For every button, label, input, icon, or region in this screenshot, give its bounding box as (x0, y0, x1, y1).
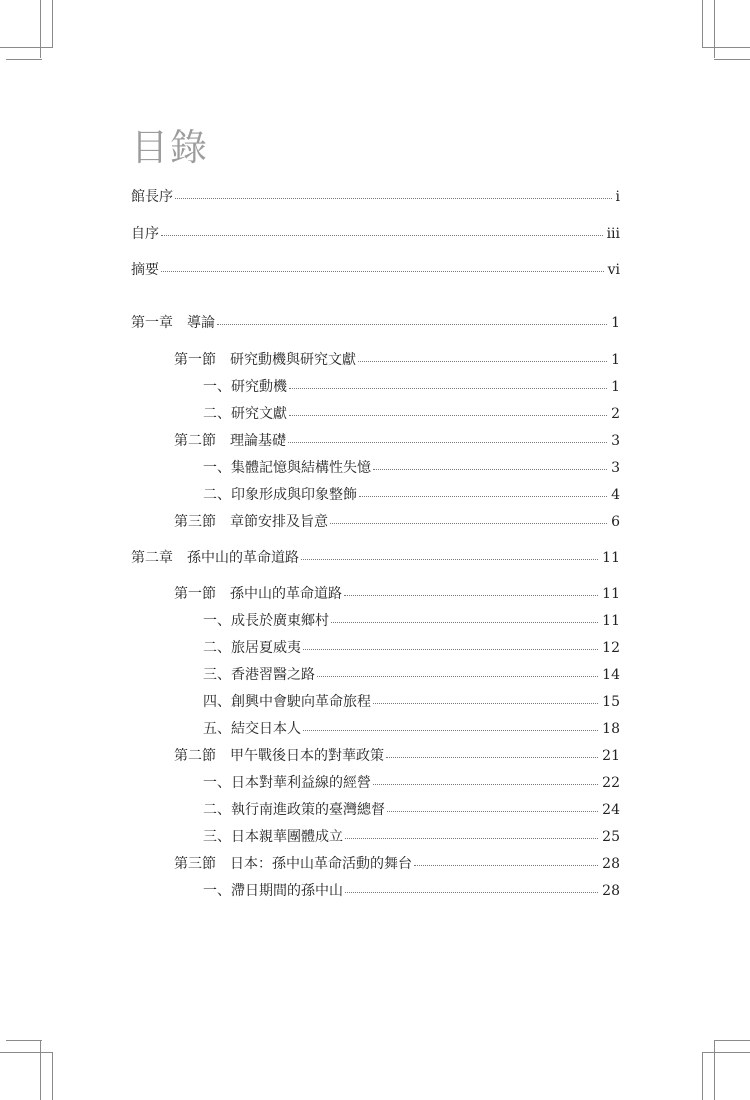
crop-mark (40, 1040, 41, 1100)
toc-entry-preface-director[interactable] (131, 188, 620, 206)
toc-page-number: i (615, 189, 620, 205)
dot-leader (414, 864, 598, 866)
toc-label: 二、印象形成與印象整飾 (203, 487, 357, 503)
toc-page-number: 1 (611, 352, 620, 368)
toc-label: 一、滯日期間的孫中山 (203, 883, 343, 899)
toc-page-number: 15 (602, 694, 620, 710)
toc-entry-section[interactable] (174, 855, 620, 873)
toc-label: 四、創興中會駛向革命旅程 (203, 694, 371, 710)
dot-leader (317, 675, 598, 677)
toc-page-number: 24 (602, 802, 620, 818)
dot-leader (345, 891, 598, 893)
crop-mark (52, 0, 53, 48)
dot-leader (301, 558, 598, 560)
toc-label: 二、研究文獻 (203, 406, 287, 422)
toc-label: 第一節 研究動機與研究文獻 (174, 352, 356, 368)
dot-leader (289, 387, 607, 389)
toc-page-number: 11 (602, 550, 620, 566)
dot-leader (303, 648, 598, 650)
toc-page-number: 1 (611, 315, 620, 331)
toc-page-number: 18 (602, 721, 620, 737)
dot-leader (358, 360, 607, 362)
crop-mark (52, 1052, 53, 1100)
toc-entry-subsection[interactable] (203, 459, 620, 477)
crop-mark (714, 0, 715, 58)
toc-entry-subsection[interactable] (203, 612, 620, 630)
dot-leader (345, 837, 598, 839)
toc-label: 摘要 (131, 262, 159, 278)
toc-entry-subsection[interactable] (203, 639, 620, 657)
dot-leader (387, 810, 598, 812)
toc-label: 三、香港習醫之路 (203, 667, 315, 683)
toc-entry-subsection[interactable] (203, 378, 620, 396)
toc-entry-section[interactable] (174, 585, 620, 603)
toc-label: 第三節 日本：孫中山革命活動的舞台 (174, 856, 412, 872)
toc-label: 第二章 孫中山的革命道路 (131, 550, 299, 566)
toc-entry-section[interactable] (174, 513, 620, 531)
toc-page-number: 2 (611, 406, 620, 422)
page-title: 目錄 (131, 126, 209, 169)
dot-leader (330, 522, 607, 524)
dot-leader (303, 729, 598, 731)
toc-entry-abstract[interactable] (131, 261, 620, 279)
toc-entry-subsection[interactable] (203, 774, 620, 792)
toc-label: 一、研究動機 (203, 379, 287, 395)
toc-page-number: 12 (602, 640, 620, 656)
toc-label: 第二節 理論基礎 (174, 433, 286, 449)
dot-leader (161, 234, 603, 236)
dot-leader (331, 621, 598, 623)
toc-label: 一、日本對華利益線的經營 (203, 775, 371, 791)
toc-entry-subsection[interactable] (203, 828, 620, 846)
crop-mark (0, 1052, 53, 1053)
crop-mark (702, 47, 750, 48)
toc-entry-subsection[interactable] (203, 720, 620, 738)
dot-leader (373, 702, 598, 704)
toc-label: 一、成長於廣東鄉村 (203, 613, 329, 629)
crop-mark (6, 59, 42, 60)
toc-page-number: 14 (602, 667, 620, 683)
toc-entry-subsection[interactable] (203, 666, 620, 684)
toc-label: 第三節 章節安排及旨意 (174, 514, 328, 530)
crop-mark (714, 59, 750, 60)
toc-label: 第二節 甲午戰後日本的對華政策 (174, 748, 384, 764)
toc-page-number: iii (606, 226, 620, 242)
dot-leader (288, 441, 607, 443)
toc-page-number: 25 (602, 829, 620, 845)
toc-page-number: 11 (602, 613, 620, 629)
toc-page-number: 11 (602, 586, 620, 602)
toc-page-number: 22 (602, 775, 620, 791)
toc-label: 一、集體記憶與結構性失憶 (203, 460, 371, 476)
toc-entry-section[interactable] (174, 432, 620, 450)
dot-leader (386, 756, 598, 758)
toc-page-number: 28 (602, 856, 620, 872)
toc-label: 五、結交日本人 (203, 721, 301, 737)
dot-leader (175, 197, 612, 199)
dot-leader (217, 323, 607, 325)
toc-entry-subsection[interactable] (203, 882, 620, 900)
toc-page-number: vi (607, 262, 620, 278)
dot-leader (161, 270, 604, 272)
dot-leader (289, 414, 607, 416)
crop-mark (0, 47, 53, 48)
toc-label: 三、日本親華團體成立 (203, 829, 343, 845)
crop-mark (702, 1052, 703, 1100)
toc-page-number: 4 (611, 487, 620, 503)
toc-entry-section[interactable] (174, 351, 620, 369)
toc-page-number: 3 (611, 433, 620, 449)
toc-entry-chapter-1[interactable] (131, 314, 620, 332)
crop-mark (702, 0, 703, 48)
toc-page-number: 3 (611, 460, 620, 476)
toc-page-number: 28 (602, 883, 620, 899)
toc-entry-subsection[interactable] (203, 693, 620, 711)
toc-entry-subsection[interactable] (203, 801, 620, 819)
crop-mark (714, 1040, 750, 1041)
crop-mark (714, 1040, 715, 1100)
toc-page-number: 1 (611, 379, 620, 395)
toc-page-number: 21 (602, 748, 620, 764)
dot-leader (359, 495, 607, 497)
toc-label: 二、旅居夏威夷 (203, 640, 301, 656)
toc-label: 二、執行南進政策的臺灣總督 (203, 802, 385, 818)
dot-leader (344, 594, 598, 596)
toc-label: 自序 (131, 226, 159, 242)
toc-entry-section[interactable] (174, 747, 620, 765)
toc-entry-subsection[interactable] (203, 405, 620, 423)
crop-mark (6, 1040, 42, 1041)
crop-mark (40, 0, 41, 58)
toc-label: 第一節 孫中山的革命道路 (174, 586, 342, 602)
toc-page-number: 6 (611, 514, 620, 530)
toc-label: 館長序 (131, 189, 173, 205)
toc-entry-preface-author[interactable] (131, 225, 620, 243)
toc-entry-subsection[interactable] (203, 486, 620, 504)
dot-leader (373, 468, 607, 470)
toc-label: 第一章 導論 (131, 315, 215, 331)
dot-leader (373, 783, 598, 785)
crop-mark (702, 1052, 750, 1053)
toc-entry-chapter-2[interactable] (131, 549, 620, 567)
